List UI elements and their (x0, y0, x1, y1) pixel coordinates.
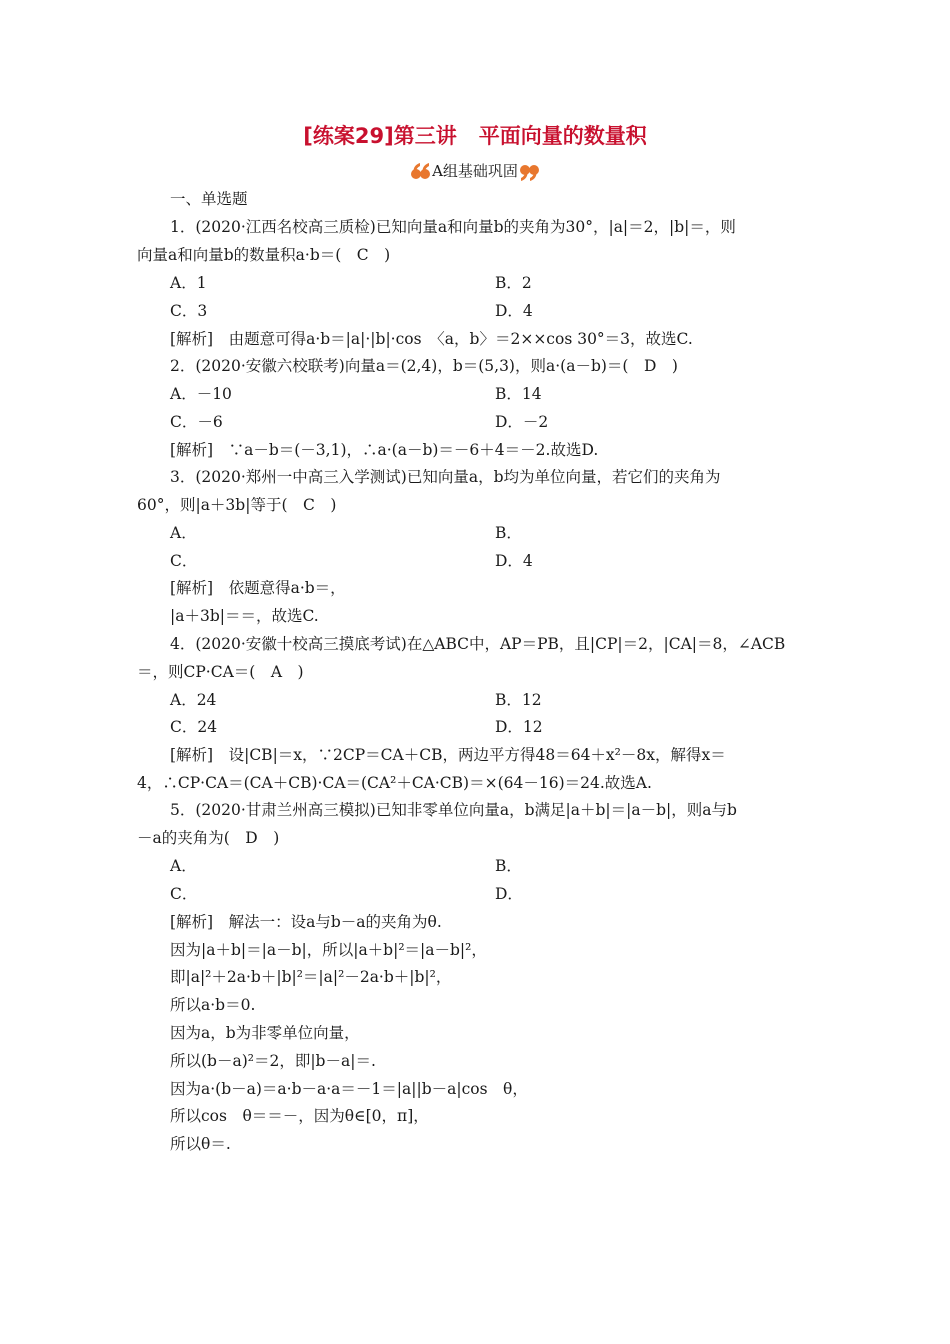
q3-option-a: A． (170, 524, 197, 542)
question-2-stem: 2．(2020·安徽六校联考)向量a＝(2,4)，b＝(5,3)，则a·(a－b)＝( D ) (170, 357, 678, 375)
group-label: A组基础巩固 (432, 162, 518, 180)
q3-option-c: C． (170, 552, 198, 570)
q5-solution-line-8: 所以cos θ＝＝－，因为θ∈[0，π]， (170, 1107, 429, 1125)
q4-option-a: A．24 (170, 691, 217, 709)
q2-option-a: A．－10 (170, 385, 232, 403)
q5-solution-line-5: 因为a，b为非零单位向量， (170, 1024, 360, 1042)
q3-option-b: B． (495, 524, 522, 542)
q2-option-c: C．－6 (170, 413, 223, 431)
q5-solution-line-6: 所以(b－a)²＝2，即|b－a|＝. (170, 1052, 376, 1070)
close-quote-icon (518, 161, 540, 183)
question-1-stem-cont: 向量a和向量b的数量积a·b＝( C ) (137, 246, 391, 264)
q4-option-d: D．12 (495, 718, 543, 736)
q3-solution-cont: |a＋3b|＝＝，故选C. (170, 607, 319, 625)
q1-option-a: A．1 (170, 274, 207, 292)
page-title (0, 120, 950, 150)
q2-solution: [解析] ∵a－b＝(－3,1)，∴a·(a－b)＝－6＋4＝－2.故选D. (170, 441, 599, 459)
group-heading (0, 158, 950, 184)
title-lecture: [练案29]第三讲 (303, 124, 457, 148)
question-4-stem: 4．(2020·安徽十校高三摸底考试)在△ABC中，AP＝PB，且|CP|＝2，|CA|＝8，∠ACB (170, 635, 786, 653)
q4-solution-cont: 4，∴CP·CA＝(CA＋CB)·CA＝(CA²＋CA·CB)＝×(64－16)＝24.故选A. (137, 774, 652, 792)
q1-solution: [解析] 由题意可得a·b＝|a|·|b|·cos 〈a，b〉＝2××cos 30°＝3，故选C. (170, 330, 693, 348)
open-quote-icon (410, 161, 432, 183)
question-5-stem: 5．(2020·甘肃兰州高三模拟)已知非零单位向量a，b满足|a＋b|＝|a－b|，则a与b (170, 801, 737, 819)
question-4-stem-cont: ＝，则CP·CA＝( A ) (137, 663, 304, 681)
q5-solution-line-2: 因为|a＋b|＝|a－b|，所以|a＋b|²＝|a－b|²， (170, 941, 487, 959)
q4-solution: [解析] 设|CB|＝x，∵2CP＝CA＋CB，两边平方得48＝64＋x²－8x，解得x＝ (170, 746, 726, 764)
q1-option-c: C．3 (170, 302, 208, 320)
title-topic: 平面向量的数量积 (478, 124, 647, 148)
q5-option-c: C． (170, 885, 198, 903)
q1-option-b: B．2 (495, 274, 532, 292)
q5-option-b: B． (495, 857, 522, 875)
q5-solution-line-7: 因为a·(b－a)＝a·b－a·a＝－1＝|a||b－a|cos θ， (170, 1080, 528, 1098)
section-heading: 一、单选题 (170, 190, 248, 208)
q3-solution: [解析] 依题意得a·b＝， (170, 579, 346, 597)
q5-option-a: A． (170, 857, 197, 875)
q5-option-d: D． (495, 885, 523, 903)
q5-solution: [解析] 解法一：设a与b－a的夹角为θ. (170, 913, 442, 931)
q5-solution-line-3: 即|a|²＋2a·b＋|b|²＝|a|²－2a·b＋|b|²， (170, 968, 452, 986)
q3-option-d: D．4 (495, 552, 533, 570)
question-1-stem: 1．(2020·江西名校高三质检)已知向量a和向量b的夹角为30°，|a|＝2，|b|＝，则 (170, 218, 736, 236)
q1-option-d: D．4 (495, 302, 533, 320)
q4-option-b: B．12 (495, 691, 542, 709)
q5-solution-line-9: 所以θ＝. (170, 1135, 231, 1153)
q5-solution-line-4: 所以a·b＝0. (170, 996, 256, 1014)
question-3-stem: 3．(2020·郑州一中高三入学测试)已知向量a，b均为单位向量，若它们的夹角为 (170, 468, 721, 486)
question-5-stem-cont: －a的夹角为( D ) (137, 829, 280, 847)
q4-option-c: C．24 (170, 718, 218, 736)
q2-option-b: B．14 (495, 385, 542, 403)
q2-option-d: D．－2 (495, 413, 549, 431)
question-3-stem-cont: 60°，则|a＋3b|等于( C ) (137, 496, 337, 514)
